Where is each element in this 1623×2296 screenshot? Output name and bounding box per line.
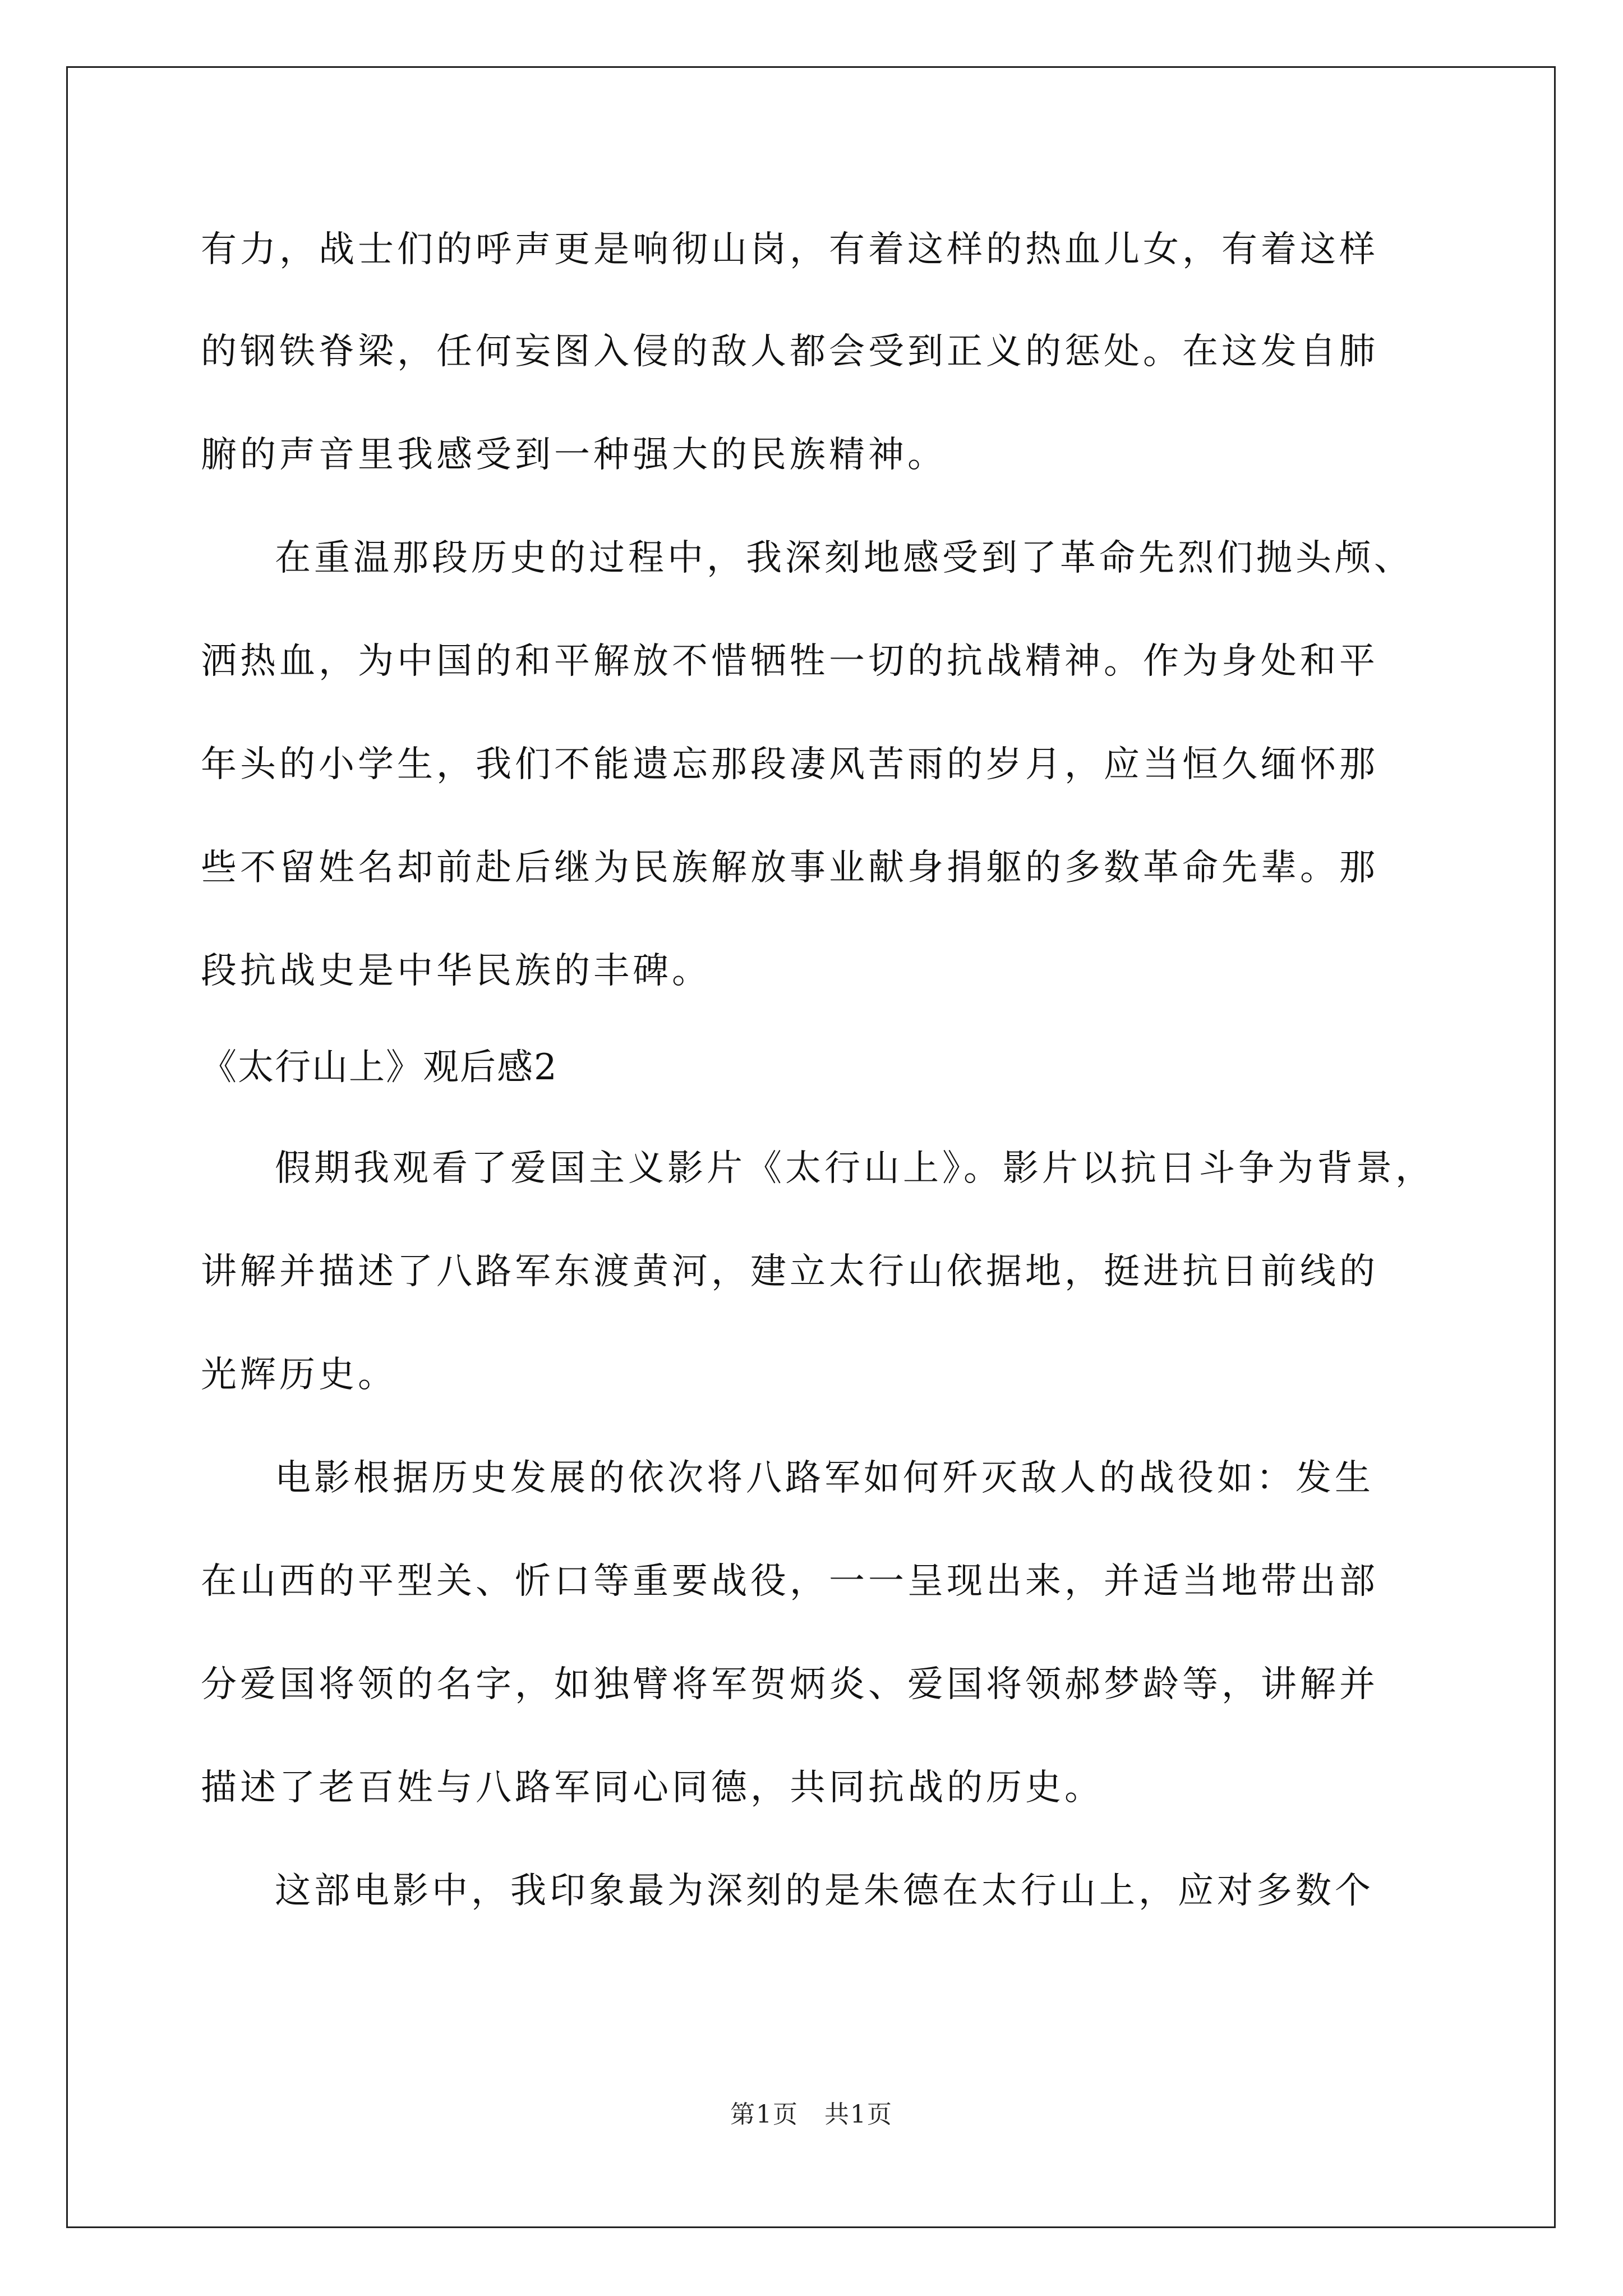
section-heading: 《太行山上》观后感2 (201, 1047, 558, 1088)
text-line: 描述了老百姓与八路军同心同德，共同抗战的历史。 (201, 1767, 1104, 1809)
text-line: 段抗战史是中华民族的丰碑。 (201, 950, 711, 992)
text-line: 光辉历史。 (201, 1354, 397, 1396)
page-footer: 第1页 共1页 (730, 2100, 893, 2129)
text-line: 假期我观看了爱国主义影片《太行山上》。影片以抗日斗争为背景， (275, 1148, 1435, 1189)
text-line: 在重温那段历史的过程中，我深刻地感受到了革命先烈们抛头颅、 (275, 537, 1413, 579)
text-line: 些不留姓名却前赴后继为民族解放事业献身捐躯的多数革命先辈。那 (201, 847, 1378, 889)
text-line: 这部电影中，我印象最为深刻的是朱德在太行山上，应对多数个 (275, 1870, 1374, 1912)
text-line: 在山西的平型关、忻口等重要战役，一一呈现出来，并适当地带出部 (201, 1561, 1378, 1602)
text-line: 电影根据历史发展的依次将八路军如何歼灭敌人的战役如：发生 (275, 1457, 1374, 1499)
text-line: 有力，战士们的呼声更是响彻山岗，有着这样的热血儿女，有着这样 (201, 229, 1378, 270)
text-line: 分爱国将领的名字，如独臂将军贺炳炎、爱国将领郝梦龄等，讲解并 (201, 1664, 1378, 1705)
text-line: 年头的小学生，我们不能遗忘那段凄风苦雨的岁月，应当恒久缅怀那 (201, 744, 1378, 785)
text-line: 洒热血，为中国的和平解放不惜牺牲一切的抗战精神。作为身处和平 (201, 641, 1378, 682)
text-line: 讲解并描述了八路军东渡黄河，建立太行山依据地，挺进抗日前线的 (201, 1251, 1378, 1292)
text-line: 腑的声音里我感受到一种强大的民族精神。 (201, 434, 947, 476)
text-line: 的钢铁脊梁，任何妄图入侵的敌人都会受到正义的惩处。在这发自肺 (201, 331, 1378, 372)
